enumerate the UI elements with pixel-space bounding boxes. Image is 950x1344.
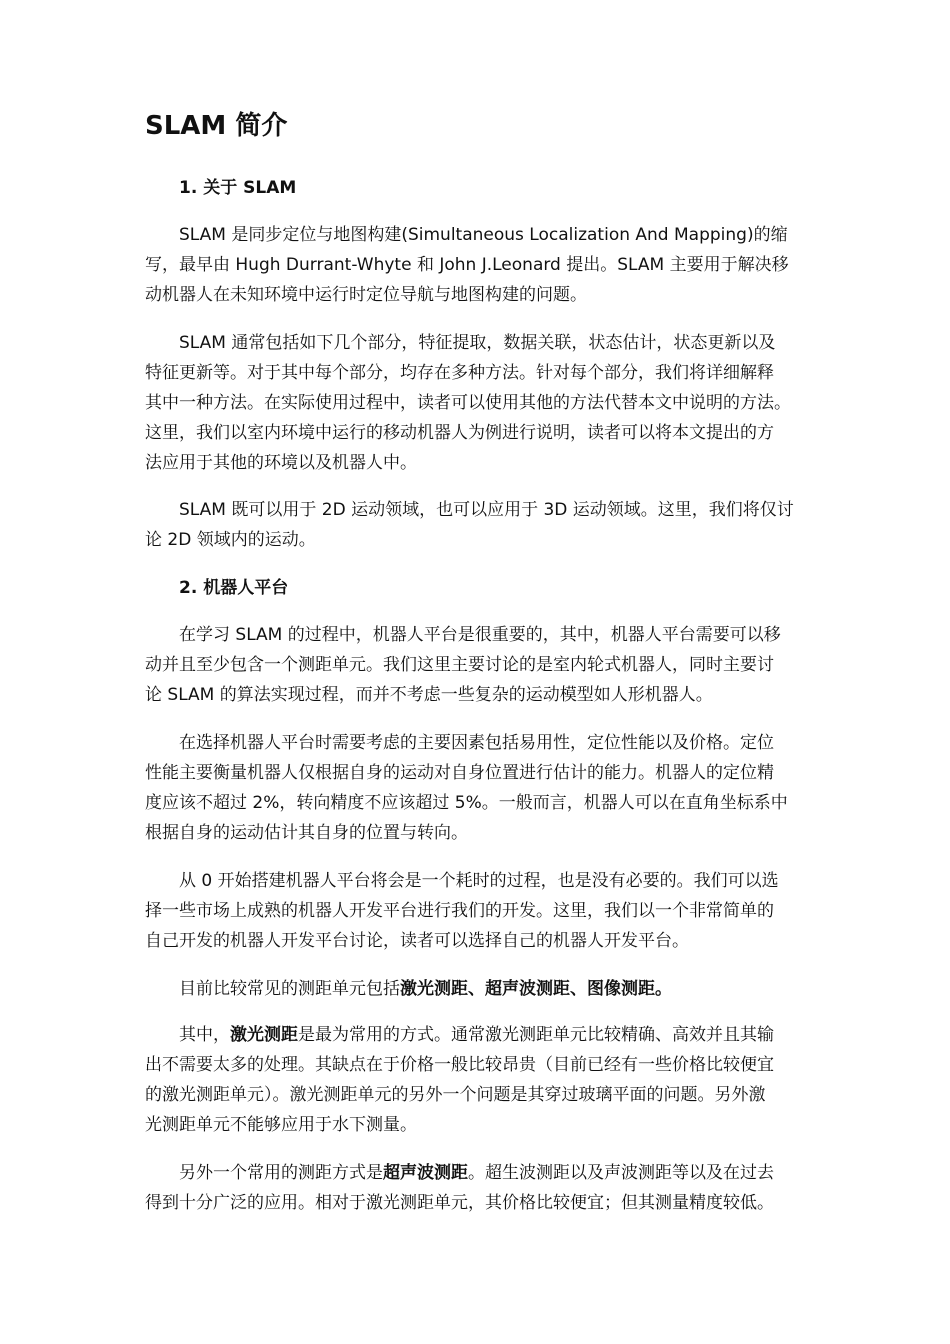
text-line: 写，最早由 Hugh Durrant-Whyte 和 John J.Leonard 提出。SLAM 主要用于解决移 — [145, 255, 789, 275]
text-line: 的激光测距单元）。激光测距单元的另外一个问题是其穿过玻璃平面的问题。另外激 — [145, 1085, 766, 1105]
text-run: 。 — [655, 979, 672, 999]
text-line: 得到十分广泛的应用。相对于激光测距单元，其价格比较便宜；但其测量精度较低。 — [145, 1193, 774, 1213]
text-line: 光测距单元不能够应用于水下测量。 — [145, 1115, 417, 1135]
text-run: 是最为常用的方式。通常激光测距单元比较精确、高效并且其输 — [298, 1025, 774, 1045]
section-heading-robot-platform: 2. 机器人平台 — [179, 578, 289, 598]
text-line: 择一些市场上成熟的机器人开发平台进行我们的开发。这里，我们以一个非常简单的 — [145, 901, 774, 921]
text-line: SLAM 既可以用于 2D 运动领域，也可以应用于 3D 运动领域。这里，我们将仅讨 — [179, 500, 794, 520]
paragraph-ultrasonic-ranging — [145, 1158, 820, 1218]
paragraph-platform-intro — [145, 620, 820, 710]
text-line: 度应该不超过 2%，转向精度不应该超过 5%。一般而言，机器人可以在直角坐标系中 — [145, 793, 788, 813]
text-line: 出不需要太多的处理。其缺点在于价格一般比较昂贵（目前已经有一些价格比较便宜 — [145, 1055, 774, 1075]
text-line: 特征更新等。对于其中每个部分，均存在多种方法。针对每个部分，我们将详细解释 — [145, 363, 774, 383]
paragraph-slam-2d-3d — [145, 495, 820, 555]
text-line: 从 0 开始搭建机器人平台将会是一个耗时的过程，也是没有必要的。我们可以选 — [179, 871, 779, 891]
section-heading-about-slam: 1. 关于 SLAM — [179, 178, 297, 198]
paragraph-slam-definition — [145, 220, 820, 310]
text-line: 在学习 SLAM 的过程中，机器人平台是很重要的，其中，机器人平台需要可以移 — [179, 625, 781, 645]
text-line: 法应用于其他的环境以及机器人中。 — [145, 453, 417, 473]
text-line: 动机器人在未知环境中运行时定位导航与地图构建的问题。 — [145, 285, 587, 305]
text-line — [145, 1158, 820, 1188]
text-line: 根据自身的运动估计其自身的位置与转向。 — [145, 823, 468, 843]
text-line — [145, 974, 820, 1004]
text-run: 其中， — [179, 1025, 230, 1045]
paragraph-platform-build — [145, 866, 820, 956]
text-line: SLAM 是同步定位与地图构建(Simultaneous Localization And Mapping)的缩 — [179, 225, 788, 245]
text-line: SLAM 通常包括如下几个部分，特征提取，数据关联，状态估计，状态更新以及 — [179, 333, 776, 353]
text-line: 动并且至少包含一个测距单元。我们这里主要讨论的是室内轮式机器人，同时主要讨 — [145, 655, 774, 675]
bold-text-run: 激光测距、超声波测距、图像测距 — [400, 979, 655, 999]
text-line — [145, 1020, 820, 1050]
text-line: 这里，我们以室内环境中运行的移动机器人为例进行说明，读者可以将本文提出的方 — [145, 423, 774, 443]
text-line: 自己开发的机器人开发平台讨论，读者可以选择自己的机器人开发平台。 — [145, 931, 689, 951]
text-run: 。超生波测距以及声波测距等以及在过去 — [468, 1163, 774, 1183]
paragraph-platform-selection — [145, 728, 820, 848]
text-run: 目前比较常见的测距单元包括 — [179, 979, 400, 999]
bold-text-run: 激光测距 — [230, 1025, 298, 1045]
paragraph-ranging-units — [145, 974, 820, 1004]
text-line: 在选择机器人平台时需要考虑的主要因素包括易用性，定位性能以及价格。定位 — [179, 733, 774, 753]
bold-text-run: 超声波测距 — [383, 1163, 468, 1183]
text-line: 论 2D 领域内的运动。 — [145, 530, 316, 550]
paragraph-slam-components — [145, 328, 820, 478]
paragraph-laser-ranging — [145, 1020, 820, 1140]
page-title: SLAM 简介 — [145, 111, 288, 141]
text-line: 性能主要衡量机器人仅根据自身的运动对自身位置进行估计的能力。机器人的定位精 — [145, 763, 774, 783]
text-line: 其中一种方法。在实际使用过程中，读者可以使用其他的方法代替本文中说明的方法。 — [145, 393, 791, 413]
text-line: 论 SLAM 的算法实现过程，而并不考虑一些复杂的运动模型如人形机器人。 — [145, 685, 713, 705]
text-run: 另外一个常用的测距方式是 — [179, 1163, 383, 1183]
